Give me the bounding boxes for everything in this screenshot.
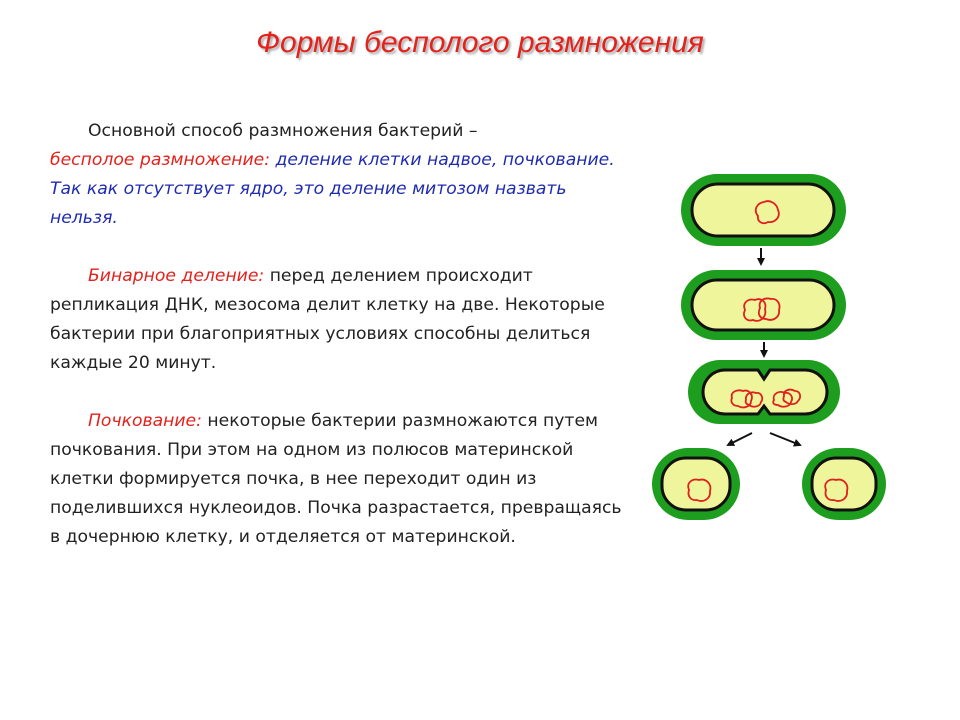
paragraph-binary-fission <box>50 262 625 378</box>
bacterium-cell-dividing <box>688 360 840 424</box>
arrow-left-down-icon <box>728 433 752 445</box>
slide-title: Формы бесполого размножения <box>256 26 704 59</box>
bacterium-cell-2 <box>681 270 846 340</box>
arrow-right-down-icon <box>770 433 800 445</box>
paragraph-intro <box>50 117 625 233</box>
paragraph-budding <box>50 407 625 552</box>
text-content <box>50 117 625 581</box>
daughter-cell-left <box>652 448 740 520</box>
intro-definition: деление клетки надвое, почкование. Так как отсутствует ядро, это деление митозом назвать нельзя. <box>50 150 615 228</box>
binary-fission-diagram <box>640 160 940 530</box>
intro-term: бесполое размножение: <box>50 150 271 170</box>
binary-fission-text: перед делением происходит репликация ДНК, мезосома делит клетку на две. Некоторые бактерии при благоприятных условиях способны делиться каждые 20 минут. <box>50 266 605 373</box>
intro-plain: Основной способ размножения бактерий – <box>88 121 478 141</box>
binary-fission-term: Бинарное деление: <box>88 266 265 286</box>
budding-term: Почкование: <box>88 411 202 431</box>
bacterium-cell-1 <box>681 174 846 246</box>
budding-text: некоторые бактерии размножаются путем почкования. При этом на одном из полюсов материнской клетки формируется почка, в нее переходит один из поделившихся нуклеоидов. Почка разрастается, превращаясь в дочернюю клетку, и отделяется от материнской. <box>50 411 622 547</box>
daughter-cell-right <box>802 448 886 520</box>
